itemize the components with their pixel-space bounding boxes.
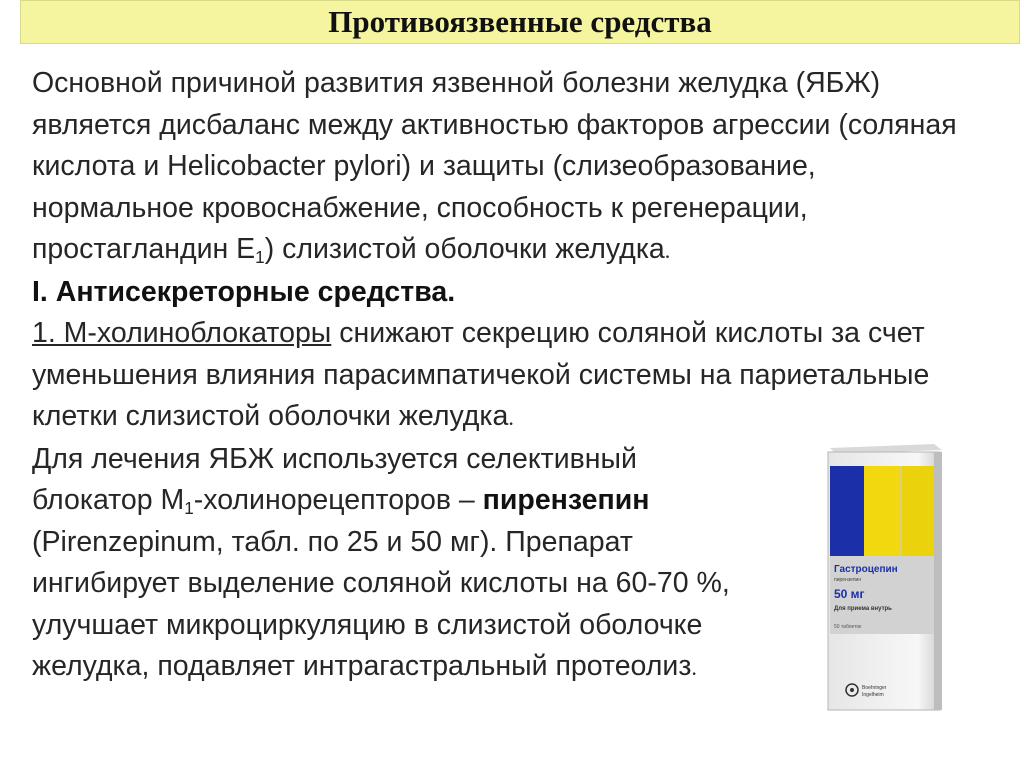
section-heading: I. Антисекреторные средства. <box>32 275 456 308</box>
package-generic: пирензепин <box>834 577 862 583</box>
treatment-subscript: 1 <box>184 499 194 519</box>
page-title: Противоязвенные средства <box>328 4 712 39</box>
package-dose: 50 мг <box>834 587 865 601</box>
drug-package-image <box>822 440 947 712</box>
package-blue-band <box>830 466 864 556</box>
title-bar <box>20 0 1020 44</box>
package-usage: Для приема внутрь <box>834 606 892 612</box>
treatment-paragraph <box>32 439 732 689</box>
treatment-text-a: Для лечения ЯБЖ используется селективный блокатор М <box>32 442 637 516</box>
manufacturer-line1: Boehringer <box>862 685 887 691</box>
package-brand: Гастроцепин <box>834 564 898 575</box>
manufacturer-line2: Ingelheim <box>862 692 884 698</box>
intro-subscript: 1 <box>255 248 265 268</box>
intro-dot: . <box>664 238 671 263</box>
drug-name: пирензепин <box>482 484 650 516</box>
treatment-text-b: -холинорецепторов – <box>193 484 483 516</box>
package-count: 50 таблеток <box>834 624 862 630</box>
point1-paragraph <box>32 313 992 439</box>
intro-paragraph <box>32 63 982 272</box>
intro-text: Основной причиной развития язвенной болезни желудка (ЯБЖ) является дисбаланс между активностью факторов агрессии (соляная кислота и Helicobacter pylori) и защиты (слизеобразование, нормальное кровоснабжение, способность к регенерации, простагландин E <box>32 67 957 265</box>
intro-text-end: ) слизистой оболочки желудка <box>264 233 665 265</box>
package-yellow-band-2 <box>902 466 934 556</box>
treatment-dot: . <box>691 655 697 680</box>
point1-dot: . <box>508 405 514 430</box>
treatment-text-c: (Pirenzepinum, табл. по 25 и 50 мг). Препарат ингибирует выделение соляной кислоты на 60-70 %, улучшает микроциркуляцию в слизистой оболочке желудка, подавляет интрагастральный протеолиз <box>32 525 730 682</box>
point1-label: 1. М-холиноблокаторы <box>32 317 332 349</box>
point1-text: снижают секрецию соляной кислоты за счет уменьшения влияния парасимпатичекой системы на париетальные клетки слизистой оболочки желудка <box>32 317 930 432</box>
package-yellow-band <box>864 466 900 556</box>
package-side <box>934 452 942 710</box>
